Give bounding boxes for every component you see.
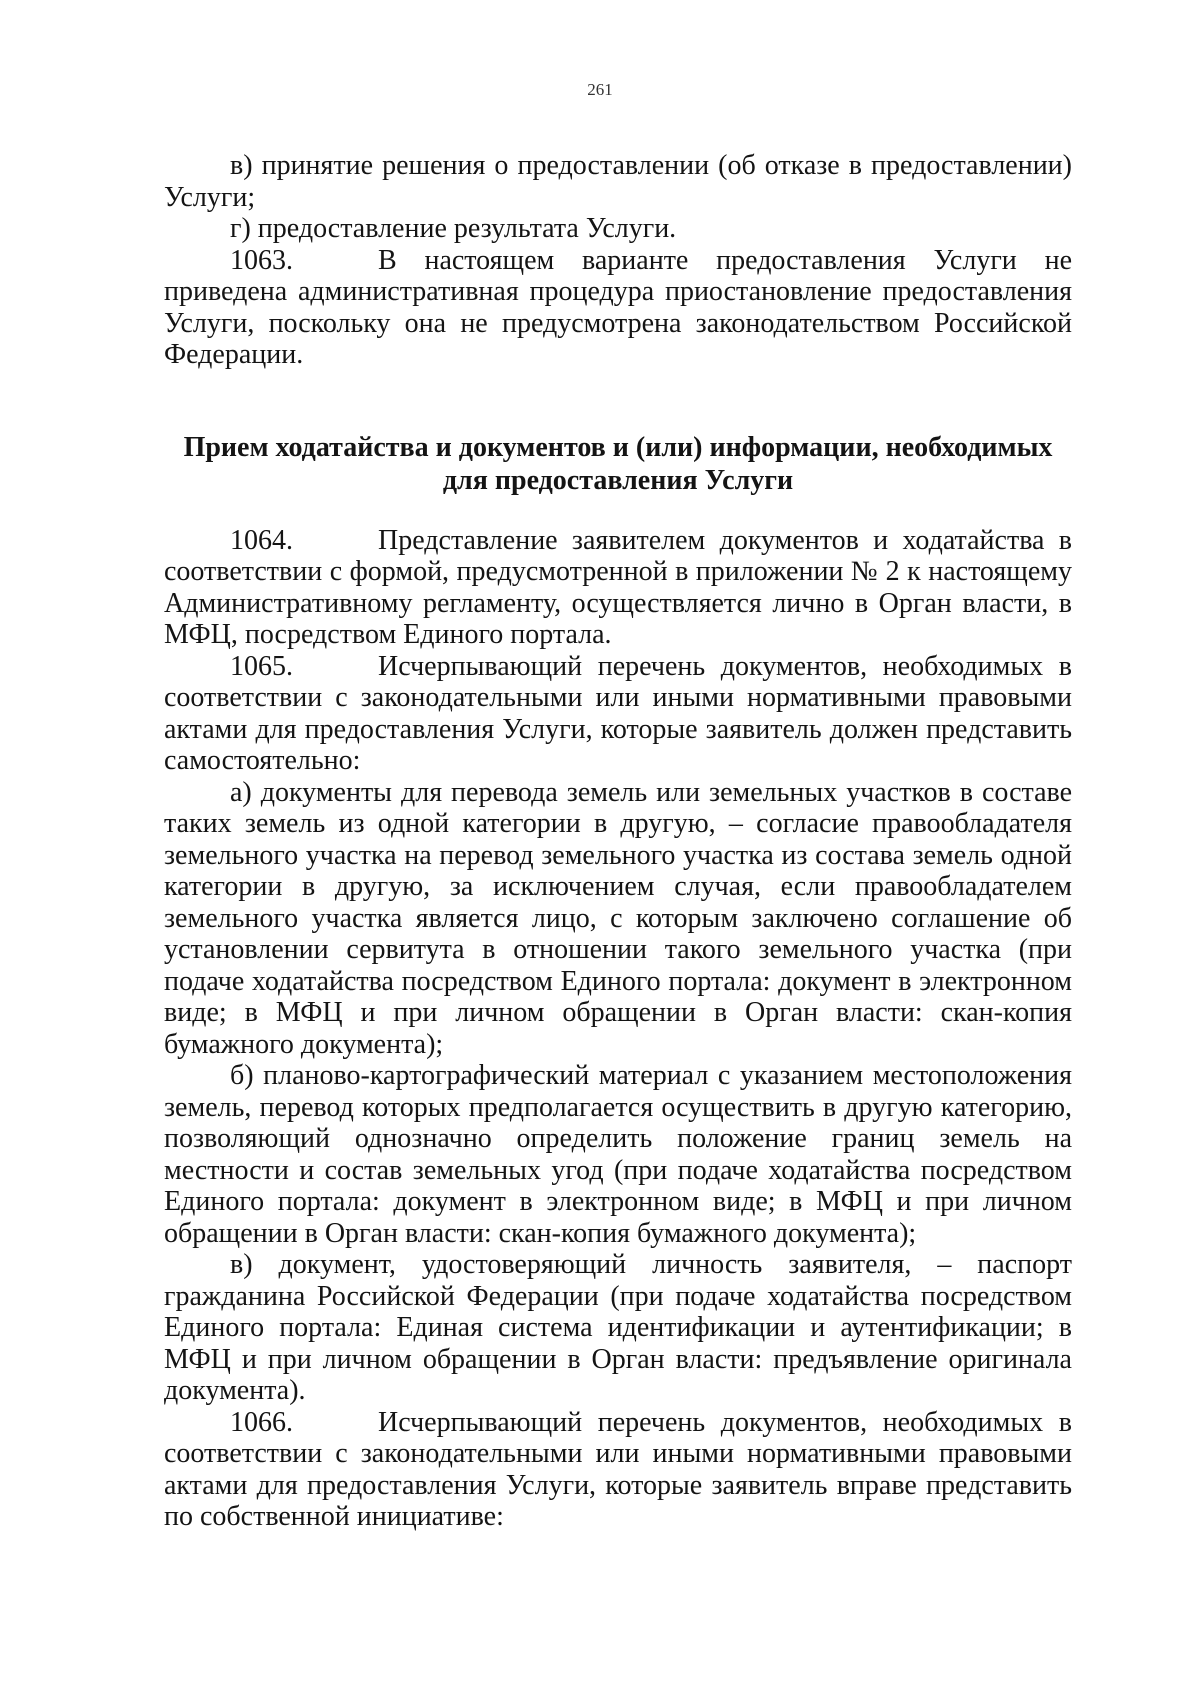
paragraph-text: Исчерпывающий перечень документов, необходимых в соответствии с законодательными или иными нормативными правовыми актами для предоставления Услуги, которые заявитель должен представить самостоятельно:: [164, 650, 1072, 776]
section-heading: [164, 431, 1072, 497]
list-item-g: г) предоставление результата Услуги.: [230, 213, 677, 244]
section-heading-line2: для предоставления Услуги: [442, 464, 794, 496]
paragraph-number: 1065.: [230, 650, 293, 682]
list-item-v2: в) документ, удостоверяющий личность заявителя, – паспорт гражданина Российской Федерации (при подаче ходатайства посредством Единого портала: Единая система идентификации и аутентификации; в МФЦ и при личном обращении в Орган власти: предъявление оригинала документа).: [164, 1249, 1072, 1406]
paragraph-1065: [164, 651, 1072, 777]
paragraph-text: Исчерпывающий перечень документов, необходимых в соответствии с законодательными или иными нормативными правовыми актами для предоставления Услуги, которые заявитель вправе представить по собственной инициативе:: [164, 1406, 1072, 1532]
paragraph-text: Представление заявителем документов и ходатайства в соответствии с формой, предусмотренной в приложении № 2 к настоящему Административному регламенту, осуществляется лично в Орган власти, в МФЦ, посредством Единого портала.: [164, 524, 1072, 650]
paragraph-number: 1063.: [230, 244, 293, 276]
list-item-a: а) документы для перевода земель или земельных участков в составе таких земель из одной категории в другую, – согласие правообладателя земельного участка на перевод земельного участка из состава земель одной категории в другую, за исключением случая, если правообладателем земельного участка является лицо, с которым заключено соглашение об установлении сервитута в отношении такого земельного участка (при подаче ходатайства посредством Единого портала: документ в электронном виде; в МФЦ и при личном обращении в Орган власти: скан-копия бумажного документа);: [164, 776, 1072, 1060]
paragraph-text: В настоящем варианте предоставления Услуги не приведена административная процедура приостановление предоставления Услуги, поскольку она не предусмотрена законодательством Российской Федерации.: [164, 244, 1072, 370]
paragraph-1066: [164, 1407, 1072, 1533]
page-number: 261: [587, 80, 613, 99]
list-item-b: б) планово-картографический материал с указанием местоположения земель, перевод которых предполагается осуществить в другую категорию, позволяющий однозначно определить положение границ земель на местности и состав земельных угод (при подаче ходатайства посредством Единого портала: документ в электронном виде; в МФЦ и при личном обращении в Орган власти: скан-копия бумажного документа);: [164, 1060, 1072, 1249]
paragraph-1064: [164, 525, 1072, 651]
paragraph-number: 1066.: [230, 1406, 293, 1438]
paragraph-1063: [164, 245, 1072, 371]
list-item-v: в) принятие решения о предоставлении (об отказе в предоставлении) Услуги;: [164, 150, 1072, 213]
section-heading-line1: Прием ходатайства и документов и (или) информации, необходимых: [183, 431, 1053, 463]
paragraph-number: 1064.: [230, 524, 293, 556]
document-body: [164, 150, 1072, 1533]
